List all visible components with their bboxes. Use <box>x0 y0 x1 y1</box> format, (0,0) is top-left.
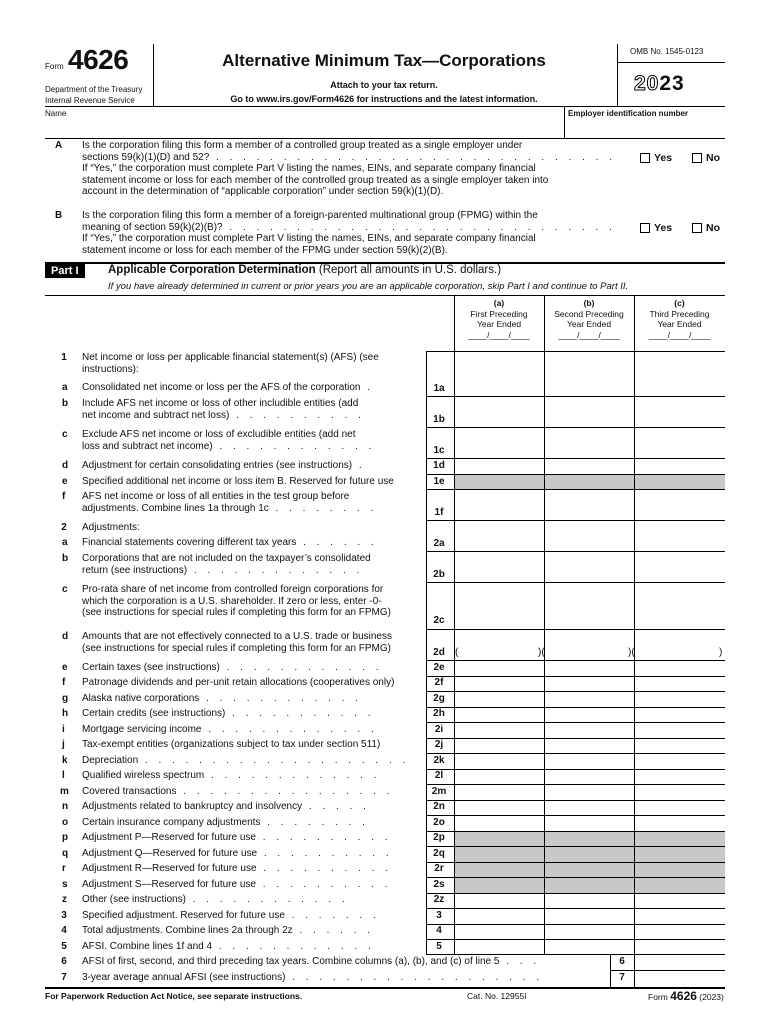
line-1c-code: 1c <box>433 445 445 456</box>
line-7-number: 7 <box>61 972 67 983</box>
line-4-text: Total adjustments. Combine lines 2a through 2z . . . . . . <box>82 925 375 936</box>
line-2e-letter: e <box>62 662 68 673</box>
line-2k-code: 2k <box>433 755 445 766</box>
question-b-no[interactable]: No <box>692 222 720 234</box>
line-1f-code: 1f <box>434 507 444 518</box>
line-6-number: 6 <box>61 956 67 967</box>
line-2s-text: Adjustment S—Reserved for future use . . . . . . . . . . <box>82 879 392 890</box>
line-2e-code: 2e <box>433 662 445 673</box>
line-2p-letter: p <box>62 832 69 843</box>
line-1d-text: Adjustment for certain consolidating entries (see instructions) . <box>82 460 366 471</box>
line-2h-letter: h <box>62 708 69 719</box>
ein-label: Employer identification number <box>568 109 689 118</box>
line-1a-letter: a <box>62 382 68 393</box>
line-2o-code: 2o <box>433 817 445 828</box>
line-2z-text: Other (see instructions) . . . . . . . . . . . . <box>82 894 349 905</box>
line-2p-code: 2p <box>433 832 445 843</box>
line-2-text: Adjustments: <box>82 522 140 533</box>
line-2j-letter: j <box>62 739 65 750</box>
line-2k-letter: k <box>62 755 68 766</box>
line-2d-text: Amounts that are not effectively connected to a U.S. trade or business (see instructions for special rules if completing this form for an FPMG) <box>82 631 392 654</box>
line-2b-letter: b <box>62 553 69 564</box>
line-3-number: 3 <box>61 910 67 921</box>
line-2r-letter: r <box>62 863 66 874</box>
line-2s-letter: s <box>62 879 68 890</box>
name-label: Name <box>45 109 67 118</box>
paperwork-notice: For Paperwork Reduction Act Notice, see separate instructions. <box>45 991 303 1001</box>
line-2l-code: 2l <box>434 770 444 781</box>
line-2g-code: 2g <box>433 693 445 704</box>
line-2f-code: 2f <box>434 677 444 688</box>
line-1e-letter: e <box>62 476 68 487</box>
question-a-yes[interactable]: Yes <box>640 152 672 164</box>
line-7-code: 7 <box>619 972 625 983</box>
line-2k-text: Depreciation . . . . . . . . . . . . . . . . . . . . <box>82 755 410 766</box>
line-1c-letter: c <box>62 429 68 440</box>
line-2i-text: Mortgage servicing income . . . . . . . . . . . . . <box>82 724 378 735</box>
line-2m-text: Covered transactions . . . . . . . . . . . . . . . . <box>82 786 394 797</box>
line-2h-code: 2h <box>433 708 445 719</box>
line-2b-code: 2b <box>433 569 445 580</box>
line-2g-letter: g <box>62 693 69 704</box>
line-2n-text: Adjustments related to bankruptcy and insolvency . . . . . <box>82 801 370 812</box>
line-2a-letter: a <box>62 537 68 548</box>
department-line1: Department of the Treasury <box>45 85 143 94</box>
line-2e-text: Certain taxes (see instructions) . . . . . . . . . . . . <box>82 662 383 673</box>
column-a-header: (a) First Preceding Year Ended ____/____/____ <box>454 298 544 340</box>
line-2z-letter: z <box>62 894 67 905</box>
question-a-yes-checkbox[interactable] <box>640 153 650 163</box>
line-2s-code: 2s <box>433 879 445 890</box>
attach-text: Attach to your tax return. <box>330 80 438 90</box>
line-1a-text: Consolidated net income or loss per the AFS of the corporation . <box>82 382 375 393</box>
line-6-text: AFSI of first, second, and third preceding tax years. Combine columns (a), (b), and (c) of line 5 . . . <box>82 956 541 967</box>
question-a-no[interactable]: No <box>692 152 720 164</box>
line-7-text: 3-year average annual AFSI (see instructions) . . . . . . . . . . . . . . . . . . . <box>82 972 544 983</box>
line-1e-code: 1e <box>433 476 445 487</box>
line-2f-letter: f <box>62 677 66 688</box>
line-5-code: 5 <box>436 941 442 952</box>
line-2-number: 2 <box>61 522 67 533</box>
column-a-date[interactable]: ____/____/____ <box>468 329 530 340</box>
question-b-letter: B <box>55 210 63 221</box>
line-1d-code: 1d <box>433 460 445 471</box>
line-2f-text: Patronage dividends and per-unit retain allocations (cooperatives only) <box>82 677 395 688</box>
line-1a-code: 1a <box>433 383 445 394</box>
line-2j-text: Tax-exempt entities (organizations subject to tax under section 511) <box>82 739 381 750</box>
line-2c-letter: c <box>62 584 68 595</box>
line-2i-letter: i <box>62 724 65 735</box>
part-1-subtitle: If you have already determined in current or prior years you are an applicable corporation, skip Part I and continue to Part II. <box>108 281 629 292</box>
line-2m-code: 2m <box>431 786 447 797</box>
line-2m-letter: m <box>60 786 69 797</box>
line-1f-letter: f <box>62 491 66 502</box>
question-a-text: Is the corporation filing this form a member of a controlled group treated as a single employer under sections 59(k)(1)(D) and 52? . . . . . . . . . . . . . . . . . . . . . . . . . . . . . . If “Yes,” the corporation must complete Part V listing the names, EINs, and separate company financial statement income or loss for each member of the controlled group treated as a single employer taken into account in the determination of “applicable corporation” under section 59(k)(1)(D). <box>82 140 616 198</box>
line-1e-text: Specified additional net income or loss item B. Reserved for future use <box>82 476 394 487</box>
line-2q-letter: q <box>62 848 69 859</box>
column-b-date[interactable]: ____/____/____ <box>558 329 620 340</box>
column-b-header: (b) Second Preceding Year Ended ____/____/____ <box>544 298 634 340</box>
line-2g-text: Alaska native corporations . . . . . . . . . . . . <box>82 693 362 704</box>
tax-year <box>634 72 685 96</box>
line-2r-code: 2r <box>434 863 444 874</box>
form-label: Form <box>45 62 64 71</box>
line-2a-text: Financial statements covering different tax years . . . . . . <box>82 537 378 548</box>
line-2b-text: Corporations that are not included on the taxpayer’s consolidated return (see instructions) . . . . . . . . . . . . . <box>82 553 371 576</box>
line-4-code: 4 <box>436 925 442 936</box>
catalog-number: Cat. No. 12955I <box>467 991 527 1001</box>
line-1b-text: Include AFS net income or loss of other includible entities (add net income and subtract net loss) . . . . . . . . . . <box>82 398 365 421</box>
name-field[interactable] <box>50 120 560 136</box>
line-2n-letter: n <box>62 801 69 812</box>
question-a-letter: A <box>55 140 63 151</box>
question-b-yes[interactable]: Yes <box>640 222 672 234</box>
line-2q-text: Adjustment Q—Reserved for future use . . . . . . . . . . <box>82 848 393 859</box>
part-1-title: Applicable Corporation Determination (Report all amounts in U.S. dollars.) <box>108 264 502 276</box>
line-2r-text: Adjustment R—Reserved for future use . . . . . . . . . . <box>82 863 393 874</box>
line-2z-code: 2z <box>433 894 445 905</box>
line-2h-text: Certain credits (see instructions) . . . . . . . . . . . <box>82 708 375 719</box>
line-4-number: 4 <box>61 925 67 936</box>
line-2o-letter: o <box>62 817 69 828</box>
form-title: Alternative Minimum Tax—Corporations <box>222 51 546 70</box>
goto-text[interactable]: Go to www.irs.gov/Form4626 for instructions and the latest information. <box>230 94 538 104</box>
year-prefix: 20 <box>634 72 660 95</box>
line-5-number: 5 <box>61 941 67 952</box>
line-3-code: 3 <box>436 910 442 921</box>
line-1f-text: AFS net income or loss of all entities in the test group before adjustments. Combine lines 1a through 1c . . . . . . . . <box>82 491 378 514</box>
line-2c-code: 2c <box>433 615 445 626</box>
year-suffix: 23 <box>659 72 685 95</box>
question-a-no-checkbox[interactable] <box>692 153 702 163</box>
ein-field[interactable] <box>568 120 723 136</box>
line-2j-code: 2j <box>434 739 444 750</box>
line-1d-letter: d <box>62 460 69 471</box>
column-c-date[interactable]: ____/____/____ <box>648 329 711 340</box>
line-2c-text: Pro-rata share of net income from controlled foreign corporations for which the corporation is a U.S. shareholder. If zero or less, enter -0- (see instructions for special rules if completing this form for an FPMG) <box>82 584 391 619</box>
line-1-text: Net income or loss per applicable financial statement(s) (AFS) (see instructions): <box>82 352 379 375</box>
question-b-no-checkbox[interactable] <box>692 223 702 233</box>
line-5-text: AFSI. Combine lines 1f and 4 . . . . . . . . . . . . <box>82 941 375 952</box>
column-c-header: (c) Third Preceding Year Ended ____/____/____ <box>634 298 725 340</box>
line-2d-letter: d <box>62 631 69 642</box>
line-1b-letter: b <box>62 398 69 409</box>
line-2o-text: Certain insurance company adjustments . . . . . . . . <box>82 817 369 828</box>
line-2l-text: Qualified wireless spectrum . . . . . . . . . . . . . <box>82 770 381 781</box>
line-2d-code: 2d <box>433 647 445 658</box>
department-line2: Internal Revenue Service <box>45 96 135 105</box>
line-2n-code: 2n <box>433 801 445 812</box>
question-b-text: Is the corporation filing this form a member of a foreign-parented multinational group (FPMG) within the meaning of section 59(k)(2)(B)? . . . . . . . . . . . . . . . . . . . . . . . . . . . . . If “Yes,” the corporation must complete Part V listing the names, EINs, and separate company financial statement income or loss for each member of the FPMG under section 59(k)(2)(B). <box>82 210 616 256</box>
line-2a-code: 2a <box>433 538 445 549</box>
line-2l-letter: l <box>62 770 65 781</box>
line-3-text: Specified adjustment. Reserved for future use . . . . . . . <box>82 910 380 921</box>
form-number: 4626 <box>68 44 129 75</box>
line-1-number: 1 <box>61 352 67 363</box>
part-1-tag: Part I <box>45 264 85 278</box>
omb-number: OMB No. 1545-0123 <box>630 47 704 56</box>
line-1c-text: Exclude AFS net income or loss of excludible entities (add net loss and subtract net income) . . . . . . . . . . . . <box>82 429 376 452</box>
line-1b-code: 1b <box>433 414 445 425</box>
line-2q-code: 2q <box>433 848 445 859</box>
footer-form-id: Form 4626 (2023) <box>648 989 724 1003</box>
line-6-code: 6 <box>619 956 625 967</box>
question-b-yes-checkbox[interactable] <box>640 223 650 233</box>
line-2i-code: 2i <box>434 724 444 735</box>
line-2p-text: Adjustment P—Reserved for future use . . . . . . . . . . <box>82 832 392 843</box>
